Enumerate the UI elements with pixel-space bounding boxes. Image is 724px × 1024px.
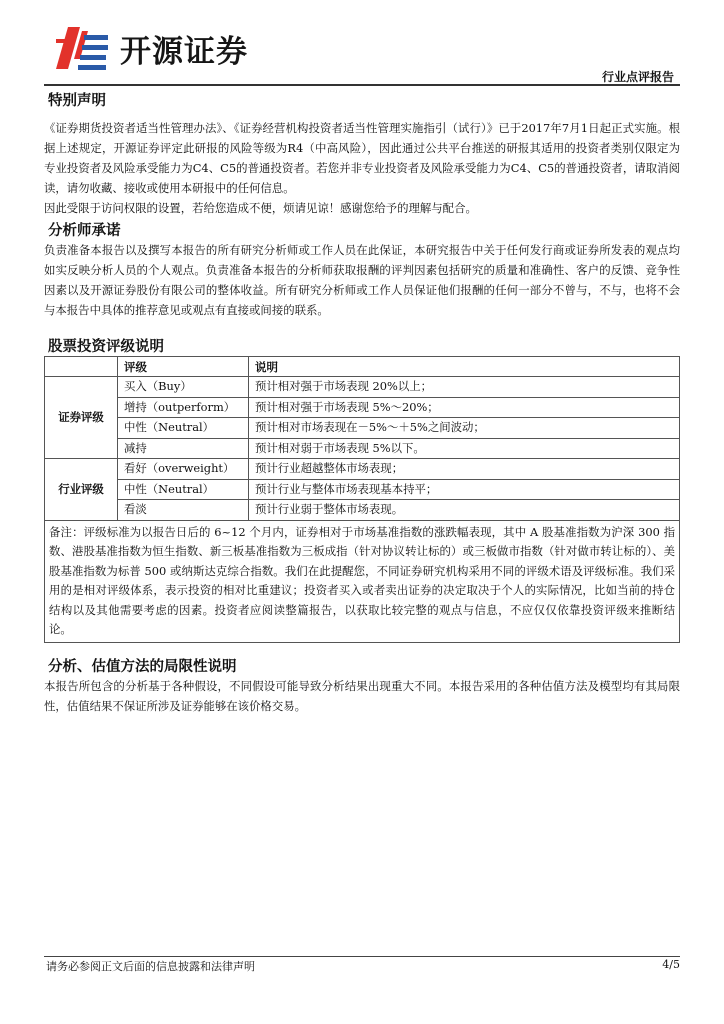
rating-cell: 中性（Neutral） <box>118 418 249 439</box>
special-statement-body-2: 因此受限于访问权限的设置，若给您造成不便，烦请见谅！感谢您给予的理解与配合。 <box>44 201 477 215</box>
limitations-title: 分析、估值方法的局限性说明 <box>48 659 237 675</box>
desc-cell: 预计相对弱于市场表现 5%以下。 <box>249 438 680 459</box>
company-logo <box>54 24 248 72</box>
special-statement-title: 特别声明 <box>48 93 106 109</box>
footer-divider <box>44 956 680 957</box>
header-desc: 说明 <box>249 357 680 377</box>
analyst-commitment-title: 分析师承诺 <box>48 223 121 239</box>
footer-notice: 请务必参阅正文后面的信息披露和法律声明 <box>46 960 255 973</box>
rating-cell: 看好（overweight） <box>118 459 249 480</box>
desc-cell: 预计相对强于市场表现 5%～20%； <box>249 397 680 418</box>
table-row <box>45 377 680 398</box>
logo-text: 开源证券 <box>120 33 248 70</box>
table-row <box>45 479 680 500</box>
special-statement-body: 《证券期货投资者适当性管理办法》、《证券经营机构投资者适当性管理实施指引（试行）》已于2017年7月1日起正式实施。根据上述规定，开源证券评定此研报的风险等级为R4（中高风险），因此通过公共平台推送的研报其适用的投资者类别仅限定为专业投资者及风险承受能力为C4、C5的普通投资者。若您并非专业投资者及风险承受能力为C4、C5的普通投资者，请取消阅读，请勿收藏、接收或使用本研报中的任何信息。 <box>44 121 680 195</box>
desc-cell: 预计相对强于市场表现 20%以上； <box>249 377 680 398</box>
rating-explanation-title: 股票投资评级说明 <box>48 339 164 355</box>
desc-cell: 预计行业超越整体市场表现； <box>249 459 680 480</box>
header-divider <box>44 84 680 86</box>
rating-table-header <box>45 357 680 377</box>
industry-rating-group: 行业评级 <box>45 459 118 521</box>
table-row <box>45 520 680 643</box>
special-statement-section <box>44 118 680 218</box>
rating-cell: 看淡 <box>118 500 249 521</box>
analyst-commitment-section <box>44 240 680 320</box>
table-row <box>45 397 680 418</box>
limitations-body: 本报告所包含的分析基于各种假设，不同假设可能导致分析结果出现重大不同。本报告采用的各种估值方法及模型均有其局限性，估值结果不保证所涉及证券能够在该价格交易。 <box>44 679 680 713</box>
rating-note: 备注：评级标准为以报告日后的 6~12 个月内，证券相对于市场基准指数的涨跌幅表现，其中 A 股基准指数为沪深 300 指数、港股基准指数为恒生指数、新三板基准指数为三板成指（针对协议转让标的）或三板做市指数（针对做市转让标的）、美股基准指数为标普 500 或纳斯达克综合指数。我们在此提醒您，不同证券研究机构采用不同的评级术语及评级标准。我们采用的是相对评级体系，表示投资的相对比重建议；投资者买入或者卖出证券的决定取决于个人的实际情况，比如当前的持仓结构以及其他需要考虑的因素。投资者应阅读整篇报告，以获取比较完整的观点与信息，不应仅仅依靠投资评级来推断结论。 <box>45 520 680 643</box>
desc-cell: 预计行业弱于整体市场表现。 <box>249 500 680 521</box>
security-rating-group: 证券评级 <box>45 377 118 459</box>
report-type-label: 行业点评报告 <box>601 70 674 84</box>
desc-cell: 预计相对市场表现在－5%～＋5%之间波动； <box>249 418 680 439</box>
limitations-section <box>44 676 680 716</box>
table-row <box>45 418 680 439</box>
logo-mark-icon <box>54 25 112 71</box>
page-number: 4/5 <box>662 958 680 971</box>
header-empty-cell <box>45 357 118 377</box>
table-row <box>45 500 680 521</box>
rating-table <box>44 356 680 643</box>
rating-cell: 减持 <box>118 438 249 459</box>
rating-cell: 中性（Neutral） <box>118 479 249 500</box>
rating-cell: 增持（outperform） <box>118 397 249 418</box>
header-rating: 评级 <box>118 357 249 377</box>
page-header <box>40 20 684 84</box>
desc-cell: 预计行业与整体市场表现基本持平； <box>249 479 680 500</box>
analyst-commitment-body: 负责准备本报告以及撰写本报告的所有研究分析师或工作人员在此保证，本研究报告中关于任何发行商或证券所发表的观点均如实反映分析人员的个人观点。负责准备本报告的分析师获取报酬的评判因素包括研究的质量和准确性、客户的反馈、竞争性因素以及开源证券股份有限公司的整体收益。所有研究分析师或工作人员保证他们报酬的任何一部分不曾与，不与，也将不会与本报告中具体的推荐意见或观点有直接或间接的联系。 <box>44 243 680 317</box>
rating-cell: 买入（Buy） <box>118 377 249 398</box>
table-row <box>45 459 680 480</box>
table-row <box>45 438 680 459</box>
